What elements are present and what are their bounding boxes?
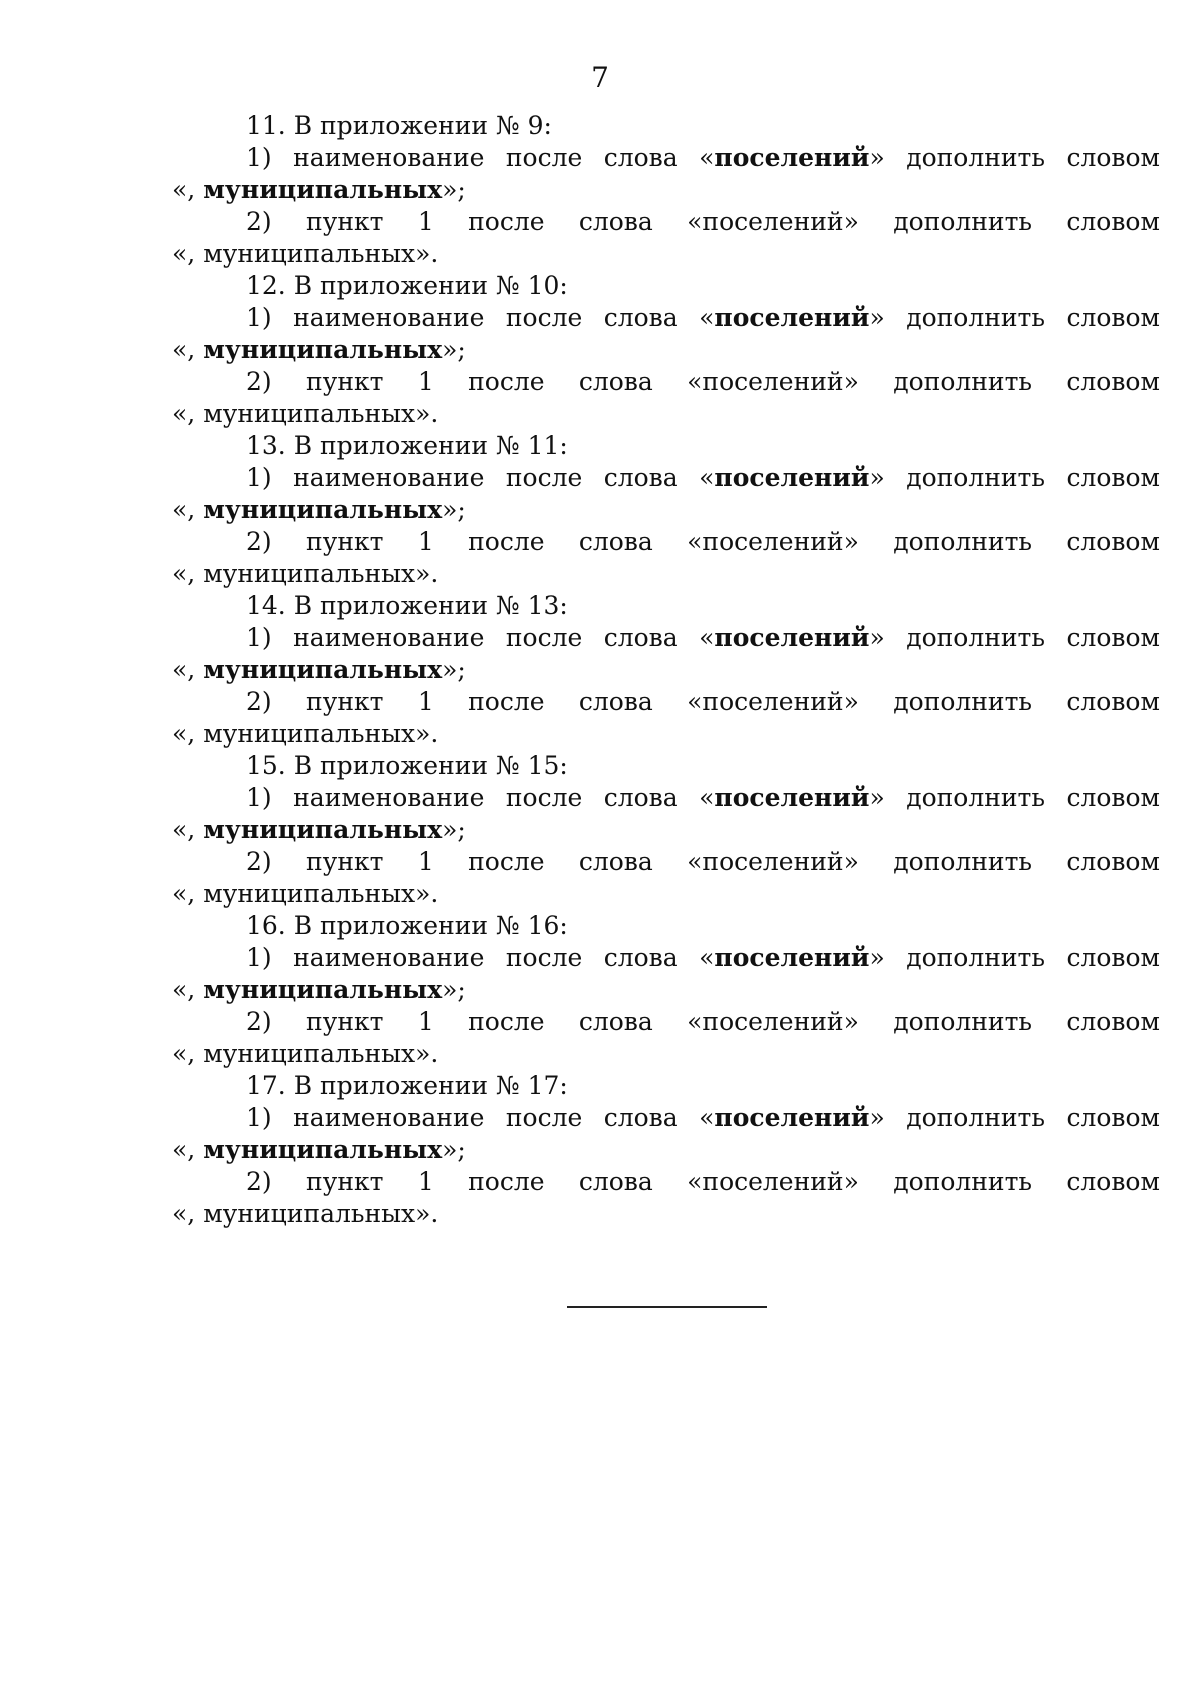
bold-term: поселений xyxy=(714,943,870,972)
item-number: 1) xyxy=(246,783,272,812)
item-word: словом xyxy=(1066,623,1160,652)
item-word: наименование xyxy=(293,623,485,652)
quote-close: » xyxy=(869,303,885,332)
item-continuation: «, муниципальных». xyxy=(172,399,439,428)
quoted-term xyxy=(699,302,885,334)
item-word: пункт xyxy=(306,1167,384,1196)
cont-prefix: «, xyxy=(172,975,204,1004)
cont-prefix: «, xyxy=(172,175,204,204)
amendment-section xyxy=(172,750,1160,910)
quoted-term xyxy=(699,622,885,654)
bold-term: муниципальных xyxy=(203,975,443,1004)
cont-prefix: «, xyxy=(172,655,204,684)
quoted-term xyxy=(699,462,885,494)
item-number: 1) xyxy=(246,463,272,492)
item-word: словом xyxy=(1066,783,1160,812)
item-number: 1) xyxy=(246,943,272,972)
item-word: дополнить xyxy=(906,623,1045,652)
cont-prefix: «, xyxy=(172,815,204,844)
item-word: после xyxy=(505,783,583,812)
item-word: пункт xyxy=(306,1007,384,1036)
item-word: 1 xyxy=(417,527,434,556)
item-word: словом xyxy=(1066,143,1160,172)
cont-suffix: »; xyxy=(442,1135,466,1164)
bold-term: поселений xyxy=(714,623,870,652)
cont-suffix: »; xyxy=(442,335,466,364)
cont-prefix: «, xyxy=(172,1135,204,1164)
item-continuation: «, муниципальных». xyxy=(172,239,439,268)
section-heading: 13. В приложении № 11: xyxy=(246,431,568,460)
item-word: пункт xyxy=(306,207,384,236)
item-word: дополнить xyxy=(893,527,1033,556)
item-word: словом xyxy=(1066,367,1160,396)
item-word: после xyxy=(468,367,545,396)
item-word: слова xyxy=(603,1103,678,1132)
cont-suffix: »; xyxy=(442,495,466,524)
item-word: пункт xyxy=(306,847,384,876)
item-number: 2) xyxy=(246,367,272,396)
item-word: 1 xyxy=(417,847,434,876)
item-word: словом xyxy=(1066,1103,1160,1132)
amendment-section xyxy=(172,110,1160,270)
item-line xyxy=(172,1166,1160,1198)
item-word: дополнить xyxy=(906,303,1045,332)
item-word: «поселений» xyxy=(687,1007,859,1036)
bold-term: муниципальных xyxy=(203,175,443,204)
item-word: 1 xyxy=(417,1167,434,1196)
quote-open: « xyxy=(699,623,715,652)
quote-close: » xyxy=(869,783,885,812)
item-word: «поселений» xyxy=(687,847,859,876)
item-number: 2) xyxy=(246,1167,272,1196)
item-word: дополнить xyxy=(893,367,1033,396)
section-heading: 14. В приложении № 13: xyxy=(246,591,568,620)
item-word: 1 xyxy=(417,367,434,396)
section-heading: 16. В приложении № 16: xyxy=(246,911,568,940)
item-word: после xyxy=(505,143,583,172)
item-word: словом xyxy=(1066,207,1160,236)
item-word: слова xyxy=(603,463,678,492)
item-continuation xyxy=(172,814,1160,846)
item-word: дополнить xyxy=(893,1167,1033,1196)
item-line xyxy=(172,622,1160,654)
item-word: слова xyxy=(578,1167,653,1196)
item-word: словом xyxy=(1066,527,1160,556)
amendment-section xyxy=(172,1070,1160,1230)
item-word: наименование xyxy=(293,303,485,332)
item-word: дополнить xyxy=(893,687,1033,716)
item-word: словом xyxy=(1066,847,1160,876)
item-line xyxy=(172,1102,1160,1134)
bold-term: поселений xyxy=(714,1103,870,1132)
item-word: после xyxy=(468,1167,545,1196)
item-word: после xyxy=(505,1103,583,1132)
bold-term: поселений xyxy=(714,463,870,492)
item-word: словом xyxy=(1066,303,1160,332)
item-word: после xyxy=(468,687,545,716)
item-word: «поселений» xyxy=(687,527,859,556)
cont-suffix: »; xyxy=(442,815,466,844)
item-word: «поселений» xyxy=(687,367,859,396)
item-word: слова xyxy=(603,623,678,652)
item-word: после xyxy=(468,527,545,556)
item-word: слова xyxy=(603,943,678,972)
item-word: слова xyxy=(578,687,653,716)
item-line xyxy=(172,1006,1160,1038)
item-number: 2) xyxy=(246,207,272,236)
item-number: 1) xyxy=(246,143,272,172)
section-heading: 12. В приложении № 10: xyxy=(246,271,568,300)
item-word: пункт xyxy=(306,367,384,396)
amendment-section xyxy=(172,270,1160,430)
bold-term: муниципальных xyxy=(203,495,443,524)
amendment-section xyxy=(172,590,1160,750)
item-continuation: «, муниципальных». xyxy=(172,719,439,748)
bold-term: поселений xyxy=(714,303,870,332)
item-line xyxy=(172,686,1160,718)
quote-open: « xyxy=(699,143,715,172)
page-number: 7 xyxy=(591,61,609,94)
quote-close: » xyxy=(869,463,885,492)
amendment-section xyxy=(172,430,1160,590)
item-word: 1 xyxy=(417,207,434,236)
item-word: после xyxy=(505,463,583,492)
quoted-term xyxy=(699,1102,885,1134)
item-line xyxy=(172,462,1160,494)
item-word: словом xyxy=(1066,1007,1160,1036)
item-number: 1) xyxy=(246,623,272,652)
item-number: 2) xyxy=(246,527,272,556)
item-word: наименование xyxy=(293,143,485,172)
item-word: после xyxy=(468,847,545,876)
item-word: 1 xyxy=(417,1007,434,1036)
quote-close: » xyxy=(869,1103,885,1132)
item-word: дополнить xyxy=(906,783,1045,812)
item-word: слова xyxy=(603,303,678,332)
end-divider xyxy=(567,1306,767,1308)
item-word: дополнить xyxy=(893,1007,1033,1036)
item-continuation xyxy=(172,494,1160,526)
cont-prefix: «, xyxy=(172,335,204,364)
item-word: после xyxy=(468,207,545,236)
item-continuation: «, муниципальных». xyxy=(172,1199,439,1228)
item-word: после xyxy=(505,303,583,332)
item-continuation: «, муниципальных». xyxy=(172,879,439,908)
item-word: слова xyxy=(578,847,653,876)
bold-term: муниципальных xyxy=(203,655,443,684)
item-continuation xyxy=(172,974,1160,1006)
item-word: словом xyxy=(1066,687,1160,716)
section-heading: 17. В приложении № 17: xyxy=(246,1071,568,1100)
item-number: 1) xyxy=(246,1103,272,1132)
quote-open: « xyxy=(699,1103,715,1132)
item-number: 2) xyxy=(246,687,272,716)
item-word: наименование xyxy=(293,463,485,492)
quote-close: » xyxy=(869,623,885,652)
quoted-term xyxy=(699,782,885,814)
item-line xyxy=(172,942,1160,974)
item-word: словом xyxy=(1066,1167,1160,1196)
item-word: словом xyxy=(1066,463,1160,492)
item-word: дополнить xyxy=(906,1103,1045,1132)
item-continuation xyxy=(172,654,1160,686)
quote-open: « xyxy=(699,463,715,492)
quoted-term xyxy=(699,142,885,174)
section-heading: 15. В приложении № 15: xyxy=(246,751,568,780)
item-word: 1 xyxy=(417,687,434,716)
bold-term: муниципальных xyxy=(203,815,443,844)
item-word: слова xyxy=(578,367,653,396)
bold-term: поселений xyxy=(714,143,870,172)
quote-open: « xyxy=(699,303,715,332)
item-line xyxy=(172,846,1160,878)
item-line xyxy=(172,206,1160,238)
cont-suffix: »; xyxy=(442,655,466,684)
cont-suffix: »; xyxy=(442,975,466,1004)
bold-term: муниципальных xyxy=(203,1135,443,1164)
item-word: «поселений» xyxy=(687,207,859,236)
item-word: пункт xyxy=(306,687,384,716)
bold-term: поселений xyxy=(714,783,870,812)
section-heading: 11. В приложении № 9: xyxy=(246,111,552,140)
item-number: 2) xyxy=(246,847,272,876)
item-line xyxy=(172,302,1160,334)
item-number: 1) xyxy=(246,303,272,332)
item-word: пункт xyxy=(306,527,384,556)
item-line xyxy=(172,782,1160,814)
item-word: наименование xyxy=(293,1103,485,1132)
cont-suffix: »; xyxy=(442,175,466,204)
item-word: дополнить xyxy=(906,463,1045,492)
quote-close: » xyxy=(869,143,885,172)
item-continuation xyxy=(172,174,1160,206)
item-word: «поселений» xyxy=(687,1167,859,1196)
item-word: слова xyxy=(603,783,678,812)
item-continuation xyxy=(172,1134,1160,1166)
item-word: слова xyxy=(603,143,678,172)
item-word: наименование xyxy=(293,943,485,972)
quoted-term xyxy=(699,942,885,974)
item-word: слова xyxy=(578,527,653,556)
item-word: после xyxy=(505,623,583,652)
item-word: «поселений» xyxy=(687,687,859,716)
item-word: после xyxy=(505,943,583,972)
item-number: 2) xyxy=(246,1007,272,1036)
amendment-section xyxy=(172,910,1160,1070)
cont-prefix: «, xyxy=(172,495,204,524)
quote-close: » xyxy=(869,943,885,972)
item-word: после xyxy=(468,1007,545,1036)
item-continuation xyxy=(172,334,1160,366)
quote-open: « xyxy=(699,783,715,812)
item-line xyxy=(172,142,1160,174)
item-word: слова xyxy=(578,1007,653,1036)
item-line xyxy=(172,526,1160,558)
item-word: дополнить xyxy=(893,847,1033,876)
item-word: дополнить xyxy=(906,943,1045,972)
item-continuation: «, муниципальных». xyxy=(172,559,439,588)
item-line xyxy=(172,366,1160,398)
item-word: слова xyxy=(578,207,653,236)
item-word: наименование xyxy=(293,783,485,812)
document-body xyxy=(172,110,1160,1230)
item-word: дополнить xyxy=(906,143,1045,172)
quote-open: « xyxy=(699,943,715,972)
item-word: словом xyxy=(1066,943,1160,972)
item-word: дополнить xyxy=(893,207,1033,236)
bold-term: муниципальных xyxy=(203,335,443,364)
item-continuation: «, муниципальных». xyxy=(172,1039,439,1068)
